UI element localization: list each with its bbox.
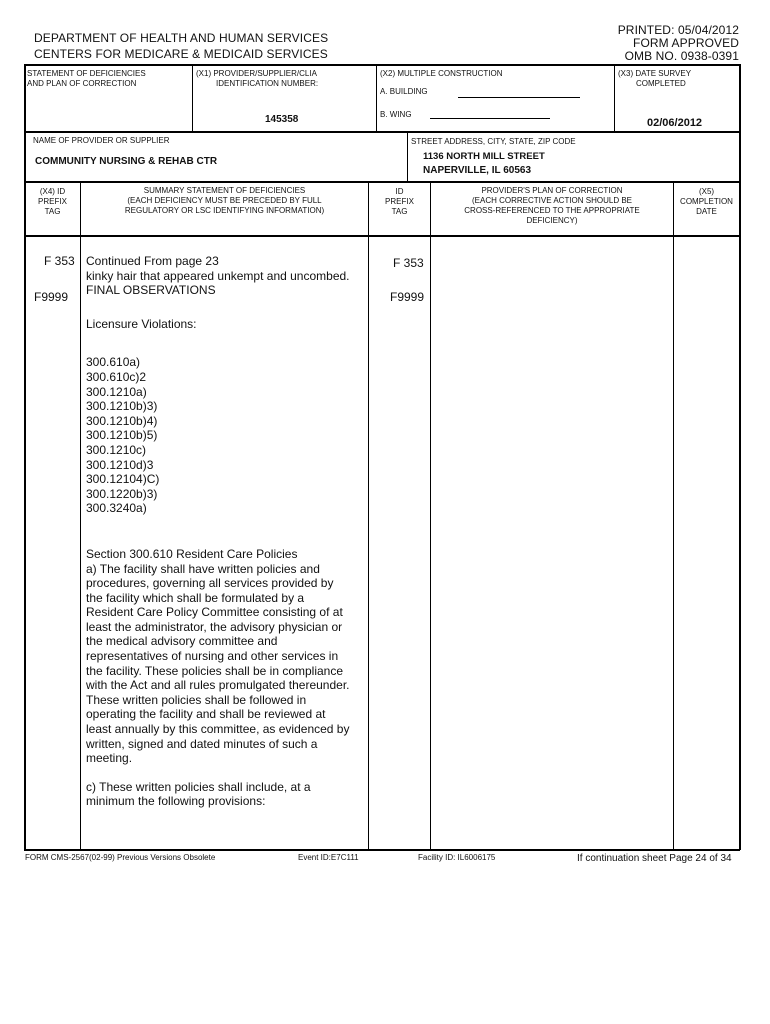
x5-header: (X5) COMPLETION DATE	[680, 187, 733, 216]
regulation-code: 300.1210d)3	[86, 457, 154, 472]
wing-label: B. WING	[380, 110, 412, 119]
paragraph-line: a) The facility shall have written policies and	[86, 561, 320, 576]
section-title: Section 300.610 Resident Care Policies	[86, 546, 298, 561]
paragraph-line: the facility. These policies shall be in compliance	[86, 663, 344, 678]
paragraph-line: written, signed and dated minutes of such a	[86, 736, 318, 751]
tag-f9999-left: F9999	[34, 290, 69, 304]
regulation-code: 300.1210a)	[86, 384, 147, 399]
regulation-code: 300.12104)C)	[86, 472, 160, 487]
deficiency-text	[86, 254, 366, 809]
form-id: FORM CMS-2567(02-99) Previous Versions Obsolete	[25, 853, 216, 862]
department-title: DEPARTMENT OF HEALTH AND HUMAN SERVICES	[34, 31, 329, 45]
survey-date-value: 02/06/2012	[647, 117, 703, 129]
omb-number: OMB NO. 0938-0391	[624, 49, 739, 63]
continued-line: Continued From page 23	[86, 254, 219, 268]
paragraph-line: the facility which shall be formulated by a	[86, 590, 305, 605]
summary-header: SUMMARY STATEMENT OF DEFICIENCIES (EACH DEFICIENCY MUST BE PRECEDED BY FULL REGULATORY OR LSC IDENTIFYING INFORMATION)	[124, 186, 325, 215]
paragraph-line: least the administrator, the advisory physician or	[86, 619, 343, 634]
paragraph-line: These written policies shall be followed in	[86, 692, 307, 707]
paragraph-line: with the Act and all rules promulgated thereunder.	[86, 678, 350, 693]
x1-label: (X1) PROVIDER/SUPPLIER/CLIA IDENTIFICATION NUMBER:	[196, 69, 319, 88]
regulation-code: 300.610a)	[86, 355, 141, 370]
regulation-code: 300.1210b)3)	[86, 399, 158, 414]
id-header: ID PREFIX TAG	[385, 187, 414, 216]
provider-name-label: NAME OF PROVIDER OR SUPPLIER	[33, 136, 170, 145]
wing-blank-line	[430, 118, 550, 119]
x4-header: (X4) ID PREFIX TAG	[38, 187, 67, 216]
building-label: A. BUILDING	[380, 87, 428, 96]
tag-f353-right: F 353	[393, 256, 424, 270]
paragraph-line: operating the facility and shall be reviewed at	[86, 707, 326, 722]
tag-f353-left: F 353	[44, 254, 75, 268]
address-street: 1136 NORTH MILL STREET	[423, 151, 545, 162]
paragraph-a	[86, 562, 366, 766]
x3-label: (X3) DATE SURVEY COMPLETED	[618, 69, 692, 88]
printed-date: PRINTED: 05/04/2012	[617, 23, 739, 37]
paragraph-line: c) These written policies shall include, at a	[86, 779, 311, 794]
paragraph-line: procedures, governing all services provided by	[86, 576, 334, 591]
code-list	[86, 355, 366, 516]
address-label: STREET ADDRESS, CITY, STATE, ZIP CODE	[411, 137, 576, 146]
licensure-violations: Licensure Violations:	[86, 316, 197, 331]
statement-label: STATEMENT OF DEFICIENCIES AND PLAN OF CORRECTION	[27, 69, 146, 88]
final-observations: FINAL OBSERVATIONS	[86, 283, 216, 298]
form-approved: FORM APPROVED	[633, 36, 739, 50]
paragraph-c	[86, 780, 366, 809]
agency-title: CENTERS FOR MEDICARE & MEDICAID SERVICES	[34, 47, 328, 61]
regulation-code: 300.1210b)5)	[86, 428, 158, 443]
regulation-code: 300.1210c)	[86, 442, 147, 457]
observation-line: kinky hair that appeared unkempt and uncombed.	[86, 268, 350, 283]
address-city: NAPERVILLE, IL 60563	[423, 165, 532, 176]
plan-header: PROVIDER'S PLAN OF CORRECTION (EACH CORRECTIVE ACTION SHOULD BE CROSS-REFERENCED TO THE APPROPRIATE DEFICIENCY)	[464, 186, 640, 225]
building-blank-line	[458, 97, 580, 98]
provider-id-value: 145358	[265, 114, 299, 125]
regulation-code: 300.3240a)	[86, 501, 147, 516]
regulation-code: 300.1210b)4)	[86, 413, 158, 428]
paragraph-line: the medical advisory committee and	[86, 634, 278, 649]
provider-name: COMMUNITY NURSING & REHAB CTR	[35, 156, 218, 167]
paragraph-line: Resident Care Policy Committee consisting of at	[86, 605, 343, 620]
facility-id: Facility ID: IL6006175	[418, 853, 496, 862]
paragraph-line: meeting.	[86, 751, 133, 766]
tag-f9999-right: F9999	[390, 290, 425, 304]
continuation-page: If continuation sheet Page 24 of 34	[577, 853, 732, 864]
paragraph-line: least annually by this committee, as evidenced by	[86, 722, 350, 737]
paragraph-line: minimum the following provisions:	[86, 794, 266, 809]
event-id: Event ID:E7C111	[298, 853, 359, 862]
regulation-code: 300.610c)2	[86, 369, 147, 384]
paragraph-line: representatives of nursing and other services in	[86, 649, 339, 664]
regulation-code: 300.1220b)3)	[86, 486, 158, 501]
x2-label: (X2) MULTIPLE CONSTRUCTION	[380, 69, 503, 78]
